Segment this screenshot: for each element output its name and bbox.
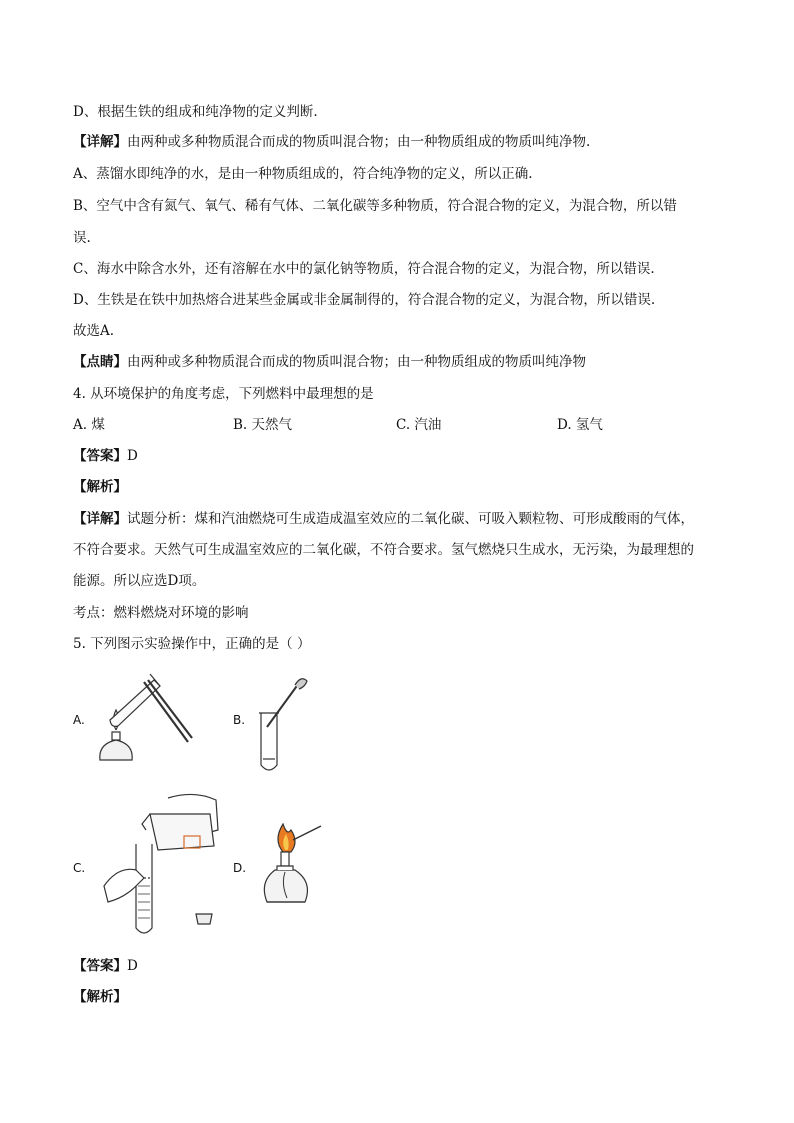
q4-option-b: B. 天然气 (233, 417, 293, 433)
q4-detail-3: 能源。所以应选D项。 (73, 573, 206, 589)
q3-detail (73, 133, 590, 151)
q4-kaodian: 考点：燃料燃烧对环境的影响 (73, 605, 249, 621)
q4-detail-2: 不符合要求。天然气可生成温室效应的二氧化碳，不符合要求。氢气燃烧只生成水，无污染，为最理想的 (73, 542, 694, 558)
q5-stem: 5. 下列图示实验操作中，正确的是（ ） (73, 636, 311, 652)
answer-tag: 【答案】 (73, 448, 127, 464)
q3-d-reason: D、根据生铁的组成和纯净物的定义判断. (73, 104, 318, 120)
q4-analysis-tag (73, 478, 127, 496)
q3-choose: 故选A. (73, 323, 115, 339)
pouring-liquid-figure (98, 790, 228, 940)
analysis-tag: 【解析】 (73, 989, 127, 1005)
detail-text: 试题分析：煤和汽油燃烧可生成造成温室效应的二氧化碳、可吸入颗粒物、可形成酸雨的气体， (127, 511, 694, 527)
q4-option-a: A. 煤 (73, 417, 105, 433)
detail-tag: 【详解】 (73, 511, 127, 527)
q3-option-d-explanation: D、生铁是在铁中加热熔合进某些金属或非金属制得的，符合混合物的定义，为混合物，所以错误. (73, 292, 656, 308)
heating-test-tube-figure (92, 672, 202, 772)
q3-option-b-explanation-1: B、空气中含有氮气、氧气、稀有气体、二氧化碳等多种物质，符合混合物的定义，为混合物，所以错 (73, 198, 677, 214)
analysis-tag: 【解析】 (73, 479, 127, 495)
answer-value: D (127, 448, 138, 464)
q4-answer (73, 447, 138, 465)
dropper-figure (255, 673, 315, 778)
q5-label-b: B. (233, 713, 246, 727)
q4-option-d: D. 氢气 (557, 417, 603, 433)
q4-stem: 4. 从环境保护的角度考虑，下列燃料中最理想的是 (73, 386, 374, 402)
comment-text: 由两种或多种物质混合而成的物质叫混合物；由一种物质组成的物质叫纯净物 (127, 354, 586, 370)
q5-label-d: D. (233, 861, 247, 875)
q3-option-b-explanation-2: 误. (73, 230, 91, 246)
detail-tag: 【详解】 (73, 134, 127, 150)
alcohol-lamp-figure (255, 820, 335, 915)
comment-tag: 【点睛】 (73, 354, 127, 370)
q5-label-a: A. (73, 713, 85, 727)
q5-label-c: C. (73, 861, 86, 875)
q5-answer (73, 957, 138, 975)
q3-comment (73, 353, 586, 371)
q4-option-c: C. 汽油 (396, 417, 442, 433)
q5-analysis-tag (73, 988, 127, 1006)
q4-detail-1 (73, 510, 694, 528)
detail-text: 由两种或多种物质混合而成的物质叫混合物；由一种物质组成的物质叫纯净物. (127, 134, 591, 150)
q3-option-c-explanation: C、海水中除含水外，还有溶解在水中的氯化钠等物质，符合混合物的定义，为混合物，所以错误. (73, 261, 655, 277)
answer-tag: 【答案】 (73, 958, 127, 974)
q3-option-a-explanation: A、蒸馏水即纯净的水，是由一种物质组成的，符合纯净物的定义，所以正确. (73, 166, 533, 182)
answer-value: D (127, 958, 138, 974)
